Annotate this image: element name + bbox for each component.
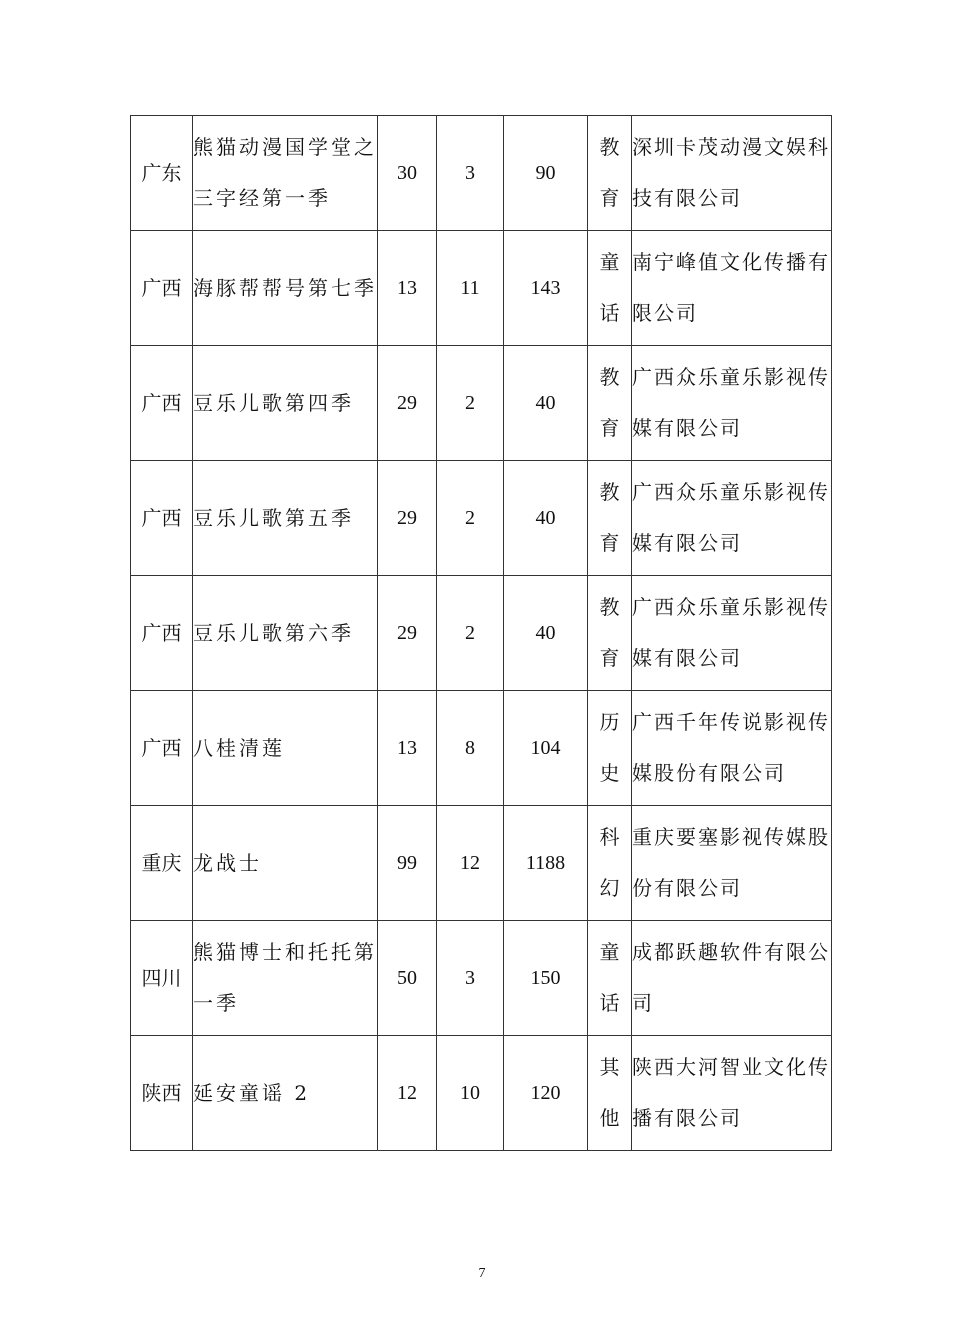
page-number: 7	[478, 1266, 486, 1281]
company-cell: 广西众乐童乐影视传媒有限公司	[632, 461, 832, 576]
total-cell: 40	[504, 461, 588, 576]
region-cell: 重庆	[131, 806, 193, 921]
total-cell: 90	[504, 116, 588, 231]
total-cell: 104	[504, 691, 588, 806]
minutes-cell: 8	[437, 691, 504, 806]
genre-cell	[588, 1036, 632, 1151]
company-cell: 深圳卡茂动漫文娱科技有限公司	[632, 116, 832, 231]
genre-text: 童话	[599, 940, 620, 1015]
total-cell: 1188	[504, 806, 588, 921]
table-row	[131, 1036, 832, 1151]
minutes-cell: 2	[437, 576, 504, 691]
total-cell: 40	[504, 576, 588, 691]
minutes-cell: 2	[437, 346, 504, 461]
table-row	[131, 576, 832, 691]
region-cell: 四川	[131, 921, 193, 1036]
minutes-cell: 11	[437, 231, 504, 346]
title-cell: 八桂清莲	[193, 691, 378, 806]
minutes-cell: 2	[437, 461, 504, 576]
genre-text: 教育	[599, 135, 620, 210]
genre-text: 其他	[599, 1055, 620, 1130]
minutes-cell: 12	[437, 806, 504, 921]
title-cell: 豆乐儿歌第五季	[193, 461, 378, 576]
company-cell: 广西千年传说影视传媒股份有限公司	[632, 691, 832, 806]
genre-cell	[588, 116, 632, 231]
episodes-cell: 13	[378, 231, 437, 346]
table-row	[131, 691, 832, 806]
genre-text: 历史	[599, 710, 620, 785]
genre-cell	[588, 691, 632, 806]
region-cell: 广西	[131, 461, 193, 576]
genre-text: 教育	[599, 480, 620, 555]
company-cell: 陕西大河智业文化传播有限公司	[632, 1036, 832, 1151]
episodes-cell: 99	[378, 806, 437, 921]
animation-table	[130, 115, 832, 1151]
company-cell: 成都跃趣软件有限公司	[632, 921, 832, 1036]
genre-cell	[588, 231, 632, 346]
genre-text: 教育	[599, 365, 620, 440]
title-cell: 延安童谣 2	[193, 1036, 378, 1151]
total-cell: 150	[504, 921, 588, 1036]
table-row	[131, 116, 832, 231]
genre-text: 科幻	[599, 825, 620, 900]
total-cell: 120	[504, 1036, 588, 1151]
genre-cell	[588, 461, 632, 576]
episodes-cell: 30	[378, 116, 437, 231]
genre-cell	[588, 921, 632, 1036]
title-cell: 豆乐儿歌第四季	[193, 346, 378, 461]
genre-cell	[588, 806, 632, 921]
minutes-cell: 10	[437, 1036, 504, 1151]
episodes-cell: 29	[378, 576, 437, 691]
minutes-cell: 3	[437, 116, 504, 231]
region-cell: 广东	[131, 116, 193, 231]
total-cell: 143	[504, 231, 588, 346]
table-row	[131, 461, 832, 576]
genre-text: 童话	[599, 250, 620, 325]
title-cell: 熊猫博士和托托第一季	[193, 921, 378, 1036]
minutes-cell: 3	[437, 921, 504, 1036]
region-cell: 广西	[131, 576, 193, 691]
genre-cell	[588, 576, 632, 691]
table-row	[131, 231, 832, 346]
table-row	[131, 346, 832, 461]
title-cell: 豆乐儿歌第六季	[193, 576, 378, 691]
title-cell: 熊猫动漫国学堂之三字经第一季	[193, 116, 378, 231]
title-cell: 龙战士	[193, 806, 378, 921]
region-cell: 广西	[131, 691, 193, 806]
total-cell: 40	[504, 346, 588, 461]
company-cell: 广西众乐童乐影视传媒有限公司	[632, 576, 832, 691]
company-cell: 重庆要塞影视传媒股份有限公司	[632, 806, 832, 921]
region-cell: 广西	[131, 231, 193, 346]
genre-cell	[588, 346, 632, 461]
region-cell: 广西	[131, 346, 193, 461]
episodes-cell: 29	[378, 461, 437, 576]
episodes-cell: 13	[378, 691, 437, 806]
episodes-cell: 50	[378, 921, 437, 1036]
title-cell: 海豚帮帮号第七季	[193, 231, 378, 346]
table-row	[131, 921, 832, 1036]
company-cell: 广西众乐童乐影视传媒有限公司	[632, 346, 832, 461]
company-cell: 南宁峰值文化传播有限公司	[632, 231, 832, 346]
table-row	[131, 806, 832, 921]
region-cell: 陕西	[131, 1036, 193, 1151]
episodes-cell: 29	[378, 346, 437, 461]
episodes-cell: 12	[378, 1036, 437, 1151]
genre-text: 教育	[599, 595, 620, 670]
